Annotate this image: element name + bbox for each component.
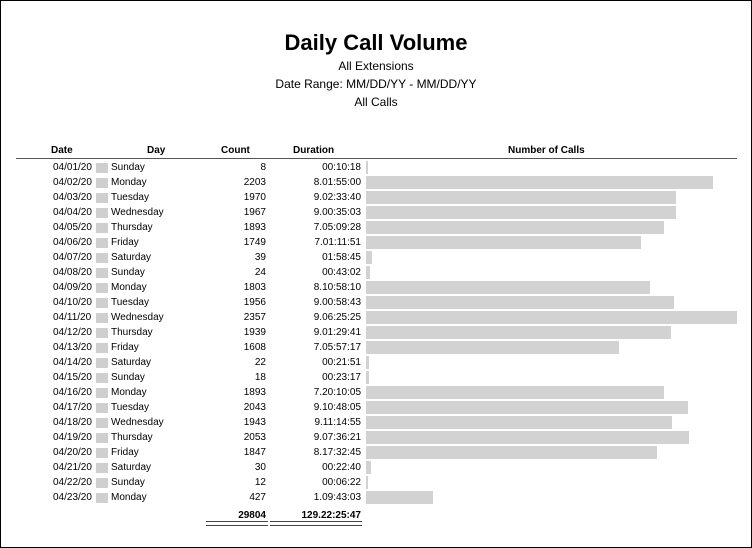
row-duration: 9.01:29:41 xyxy=(313,327,361,338)
calls-bar xyxy=(366,176,713,189)
table-row xyxy=(0,265,752,280)
row-date: 04/14/20 xyxy=(53,357,92,368)
row-day: Friday xyxy=(111,237,139,248)
row-day: Friday xyxy=(111,342,139,353)
calls-bar xyxy=(366,356,369,369)
row-color-swatch xyxy=(96,163,108,173)
row-count: 1967 xyxy=(243,207,266,218)
table-row xyxy=(0,370,752,385)
row-date: 04/17/20 xyxy=(53,402,92,413)
row-duration: 8.01:55:00 xyxy=(313,177,361,188)
row-date: 04/20/20 xyxy=(53,447,92,458)
row-duration: 9.07:36:21 xyxy=(313,432,361,443)
row-day: Wednesday xyxy=(111,207,164,218)
row-count: 1956 xyxy=(243,297,266,308)
row-day: Monday xyxy=(111,177,147,188)
column-header-count: Count xyxy=(221,145,250,156)
table-row xyxy=(0,175,752,190)
report-title: Daily Call Volume xyxy=(284,30,468,55)
calls-bar xyxy=(366,416,672,429)
row-date: 04/07/20 xyxy=(53,252,92,263)
row-date: 04/19/20 xyxy=(53,432,92,443)
row-color-swatch xyxy=(96,373,108,383)
row-duration: 8.10:58:10 xyxy=(313,282,361,293)
row-date: 04/22/20 xyxy=(53,477,92,488)
row-date: 04/11/20 xyxy=(53,312,92,323)
row-duration: 01:58:45 xyxy=(322,252,361,263)
row-count: 1970 xyxy=(243,192,266,203)
table-row xyxy=(0,355,752,370)
table-row xyxy=(0,190,752,205)
row-count: 1749 xyxy=(243,237,266,248)
row-count: 18 xyxy=(254,372,266,383)
column-header-date: Date xyxy=(51,145,73,156)
row-day: Saturday xyxy=(111,252,152,263)
row-color-swatch xyxy=(96,193,108,203)
table-row xyxy=(0,310,752,325)
table-row xyxy=(0,385,752,400)
calls-bar xyxy=(366,251,372,264)
row-duration: 7.20:10:05 xyxy=(313,387,361,398)
row-count: 22 xyxy=(254,357,266,368)
table-row xyxy=(0,220,752,235)
row-count: 1939 xyxy=(243,327,266,338)
row-duration: 00:10:18 xyxy=(322,162,361,173)
row-color-swatch xyxy=(96,478,108,488)
row-count: 2053 xyxy=(243,432,266,443)
calls-bar xyxy=(366,296,674,309)
row-count: 2357 xyxy=(243,312,266,323)
calls-bar xyxy=(366,431,689,444)
row-day: Monday xyxy=(111,282,147,293)
row-date: 04/08/20 xyxy=(53,267,92,278)
total-duration: 129.22:25:47 xyxy=(301,510,361,521)
row-duration: 9.06:25:25 xyxy=(313,312,361,323)
row-count: 12 xyxy=(254,477,266,488)
row-date: 04/18/20 xyxy=(53,417,92,428)
row-duration: 7.05:57:17 xyxy=(313,342,361,353)
row-date: 04/09/20 xyxy=(53,282,92,293)
report-date-range: Date Range: MM/DD/YY - MM/DD/YY xyxy=(275,77,477,91)
table-row xyxy=(0,295,752,310)
row-duration: 00:43:02 xyxy=(322,267,361,278)
total-count-underline xyxy=(206,521,268,526)
column-header-day: Day xyxy=(147,145,166,156)
row-duration: 9.02:33:40 xyxy=(313,192,361,203)
row-day: Saturday xyxy=(111,357,152,368)
calls-bar xyxy=(366,491,433,504)
row-count: 1803 xyxy=(243,282,266,293)
table-row xyxy=(0,340,752,355)
calls-bar xyxy=(366,386,664,399)
row-count: 24 xyxy=(254,267,266,278)
row-color-swatch xyxy=(96,403,108,413)
row-count: 427 xyxy=(249,492,266,503)
row-color-swatch xyxy=(96,178,108,188)
table-row xyxy=(0,430,752,445)
row-day: Wednesday xyxy=(111,312,164,323)
row-duration: 9.00:58:43 xyxy=(313,297,361,308)
row-duration: 00:23:17 xyxy=(322,372,361,383)
row-color-swatch xyxy=(96,448,108,458)
calls-bar xyxy=(366,401,688,414)
row-count: 1847 xyxy=(243,447,266,458)
row-day: Wednesday xyxy=(111,417,164,428)
row-date: 04/06/20 xyxy=(53,237,92,248)
row-date: 04/15/20 xyxy=(53,372,92,383)
table-row xyxy=(0,400,752,415)
header-divider xyxy=(16,158,737,159)
table-row xyxy=(0,325,752,340)
row-date: 04/16/20 xyxy=(53,387,92,398)
row-color-swatch xyxy=(96,223,108,233)
row-day: Sunday xyxy=(111,372,145,383)
row-color-swatch xyxy=(96,298,108,308)
row-count: 2043 xyxy=(243,402,266,413)
row-date: 04/04/20 xyxy=(53,207,92,218)
row-duration: 9.11:14:55 xyxy=(314,417,361,428)
row-color-swatch xyxy=(96,433,108,443)
total-duration-underline xyxy=(270,521,362,526)
row-day: Sunday xyxy=(111,267,145,278)
row-color-swatch xyxy=(96,238,108,248)
table-row xyxy=(0,280,752,295)
report-subtitle-extensions: All Extensions xyxy=(338,59,414,73)
calls-bar xyxy=(366,461,371,474)
row-day: Thursday xyxy=(111,432,153,443)
row-date: 04/10/20 xyxy=(53,297,92,308)
row-color-swatch xyxy=(96,463,108,473)
table-row xyxy=(0,160,752,175)
row-count: 1943 xyxy=(243,417,266,428)
row-color-swatch xyxy=(96,388,108,398)
calls-bar xyxy=(366,326,671,339)
row-day: Thursday xyxy=(111,327,153,338)
row-count: 30 xyxy=(254,462,266,473)
row-day: Thursday xyxy=(111,222,153,233)
calls-bar xyxy=(366,266,370,279)
row-day: Sunday xyxy=(111,477,145,488)
row-duration: 00:06:22 xyxy=(322,477,361,488)
row-date: 04/01/20 xyxy=(53,162,92,173)
table-row xyxy=(0,475,752,490)
row-duration: 9.10:48:05 xyxy=(313,402,361,413)
calls-bar xyxy=(366,206,676,219)
row-date: 04/03/20 xyxy=(53,192,92,203)
calls-bar xyxy=(366,191,676,204)
row-date: 04/13/20 xyxy=(53,342,92,353)
column-header-number-of-calls: Number of Calls xyxy=(508,145,585,156)
total-count: 29804 xyxy=(238,510,266,521)
row-duration: 7.01:11:51 xyxy=(314,237,361,248)
report-subtitle-calls: All Calls xyxy=(354,95,398,109)
calls-bar xyxy=(366,236,641,249)
row-day: Sunday xyxy=(111,162,145,173)
row-count: 39 xyxy=(254,252,266,263)
calls-bar xyxy=(366,281,650,294)
row-color-swatch xyxy=(96,253,108,263)
row-day: Monday xyxy=(111,387,147,398)
row-duration: 00:21:51 xyxy=(322,357,361,368)
row-duration: 1.09:43:03 xyxy=(313,492,361,503)
row-day: Tuesday xyxy=(111,192,149,203)
calls-bar xyxy=(366,476,368,489)
column-header-duration: Duration xyxy=(293,145,335,156)
row-date: 04/12/20 xyxy=(53,327,92,338)
row-color-swatch xyxy=(96,343,108,353)
row-color-swatch xyxy=(96,358,108,368)
table-row xyxy=(0,460,752,475)
row-date: 04/05/20 xyxy=(53,222,92,233)
row-day: Tuesday xyxy=(111,402,149,413)
row-color-swatch xyxy=(96,283,108,293)
row-color-swatch xyxy=(96,208,108,218)
table-row xyxy=(0,490,752,505)
calls-bar xyxy=(366,446,657,459)
row-count: 1893 xyxy=(243,387,266,398)
row-day: Monday xyxy=(111,492,147,503)
calls-bar xyxy=(366,341,619,354)
table-row xyxy=(0,205,752,220)
table-row xyxy=(0,235,752,250)
row-count: 1893 xyxy=(243,222,266,233)
row-color-swatch xyxy=(96,268,108,278)
row-count: 1608 xyxy=(243,342,266,353)
row-day: Saturday xyxy=(111,462,152,473)
calls-bar xyxy=(366,161,368,174)
row-date: 04/21/20 xyxy=(53,462,92,473)
row-count: 2203 xyxy=(243,177,266,188)
calls-bar xyxy=(366,221,664,234)
row-color-swatch xyxy=(96,313,108,323)
row-duration: 00:22:40 xyxy=(322,462,361,473)
table-row xyxy=(0,250,752,265)
row-date: 04/23/20 xyxy=(53,492,92,503)
row-color-swatch xyxy=(96,418,108,428)
row-duration: 7.05:09:28 xyxy=(313,222,361,233)
row-count: 8 xyxy=(260,162,266,173)
row-color-swatch xyxy=(96,493,108,503)
row-day: Tuesday xyxy=(111,297,149,308)
calls-bar xyxy=(366,311,737,324)
row-duration: 8.17:32:45 xyxy=(313,447,361,458)
row-color-swatch xyxy=(96,328,108,338)
table-row xyxy=(0,415,752,430)
row-day: Friday xyxy=(111,447,139,458)
calls-bar xyxy=(366,371,369,384)
table-row xyxy=(0,445,752,460)
row-duration: 9.00:35:03 xyxy=(313,207,361,218)
row-date: 04/02/20 xyxy=(53,177,92,188)
